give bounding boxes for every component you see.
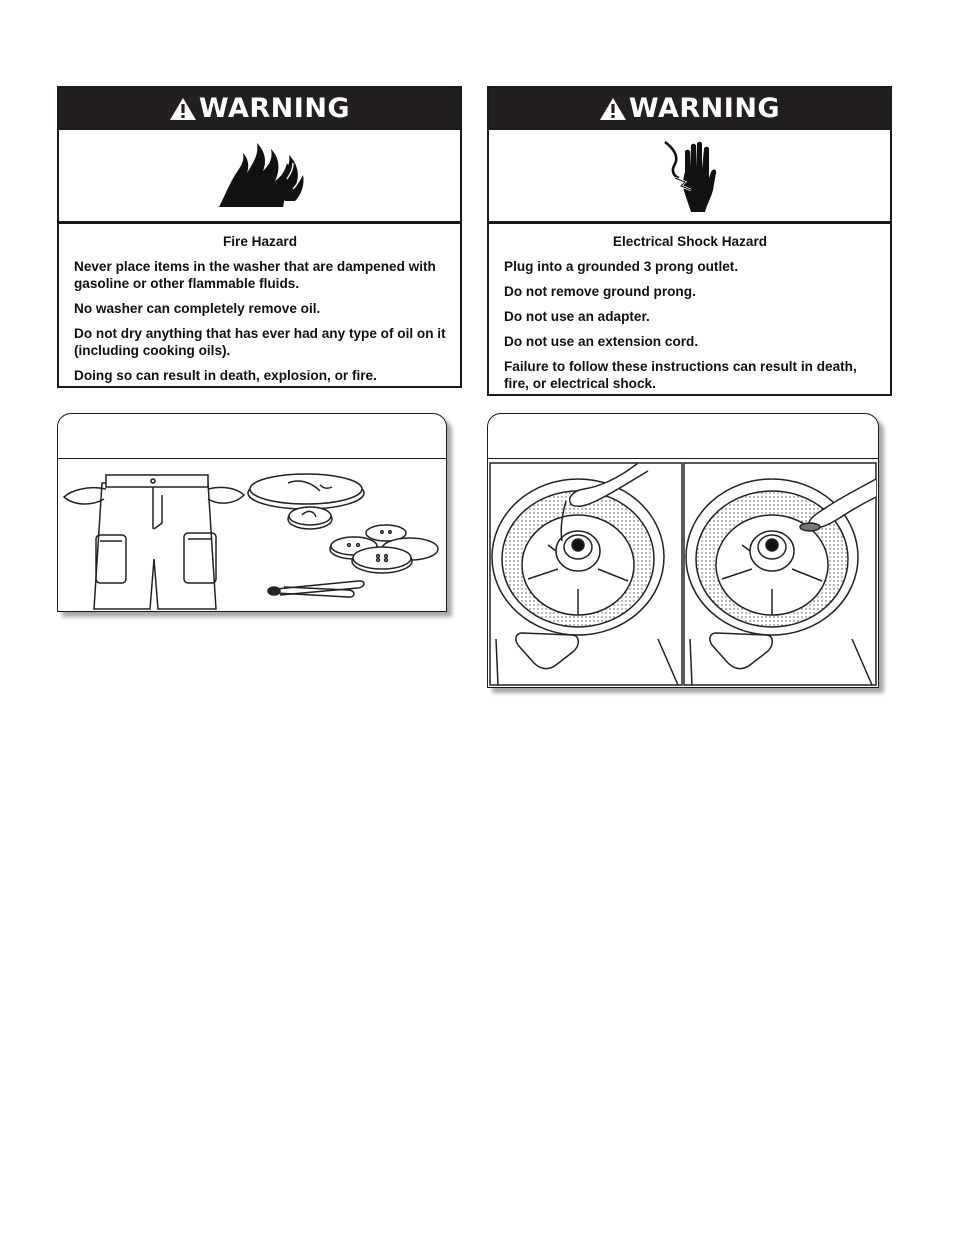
fire-hazard-warning: [57, 86, 462, 388]
washer-basket-hand-illustration: [488, 459, 878, 687]
electrical-shock-warning: [487, 86, 892, 396]
hazard-icon-area: [59, 130, 460, 224]
warning-line: Do not use an adapter.: [504, 309, 650, 324]
warning-line: Plug into a grounded 3 prong outlet.: [504, 259, 739, 274]
warning-line: Never place items in the washer that are dampened with gasoline or other flammable fluids.: [74, 259, 436, 291]
hazard-text: [59, 224, 460, 384]
warning-line: Do not use an extension cord.: [504, 334, 699, 349]
hazard-text: [489, 224, 890, 392]
warning-header: [489, 88, 890, 130]
empty-pockets-illustration-panel: [57, 413, 447, 612]
fire-icon: [215, 141, 305, 211]
warning-line: Doing so can result in death, explosion, or fire.: [74, 368, 377, 383]
signal-word: WARNING: [198, 92, 351, 124]
warning-triangle-icon: [169, 96, 197, 121]
illustration-tab-strip: [488, 414, 878, 459]
warning-header: [59, 88, 460, 130]
washer-basket-illustration-panel: [487, 413, 879, 688]
warning-triangle-icon: [599, 96, 627, 121]
warning-line: Do not dry anything that has ever had any type of oil on it (including cooking oils).: [74, 326, 446, 358]
hazard-icon-area: [489, 130, 890, 224]
warning-line: Failure to follow these instructions can result in death, fire, or electrical shock.: [504, 359, 857, 391]
warning-line: No washer can completely remove oil.: [74, 301, 321, 316]
electric-shock-hand-icon: [655, 138, 725, 214]
illustration-tab-strip: [58, 414, 446, 459]
hazard-title: Fire Hazard: [222, 234, 298, 249]
signal-word: WARNING: [628, 92, 781, 124]
empty-pockets-coins-buttons-pins-illustration: [58, 459, 446, 611]
hazard-title: Electrical Shock Hazard: [612, 234, 768, 249]
warning-line: Do not remove ground prong.: [504, 284, 696, 299]
